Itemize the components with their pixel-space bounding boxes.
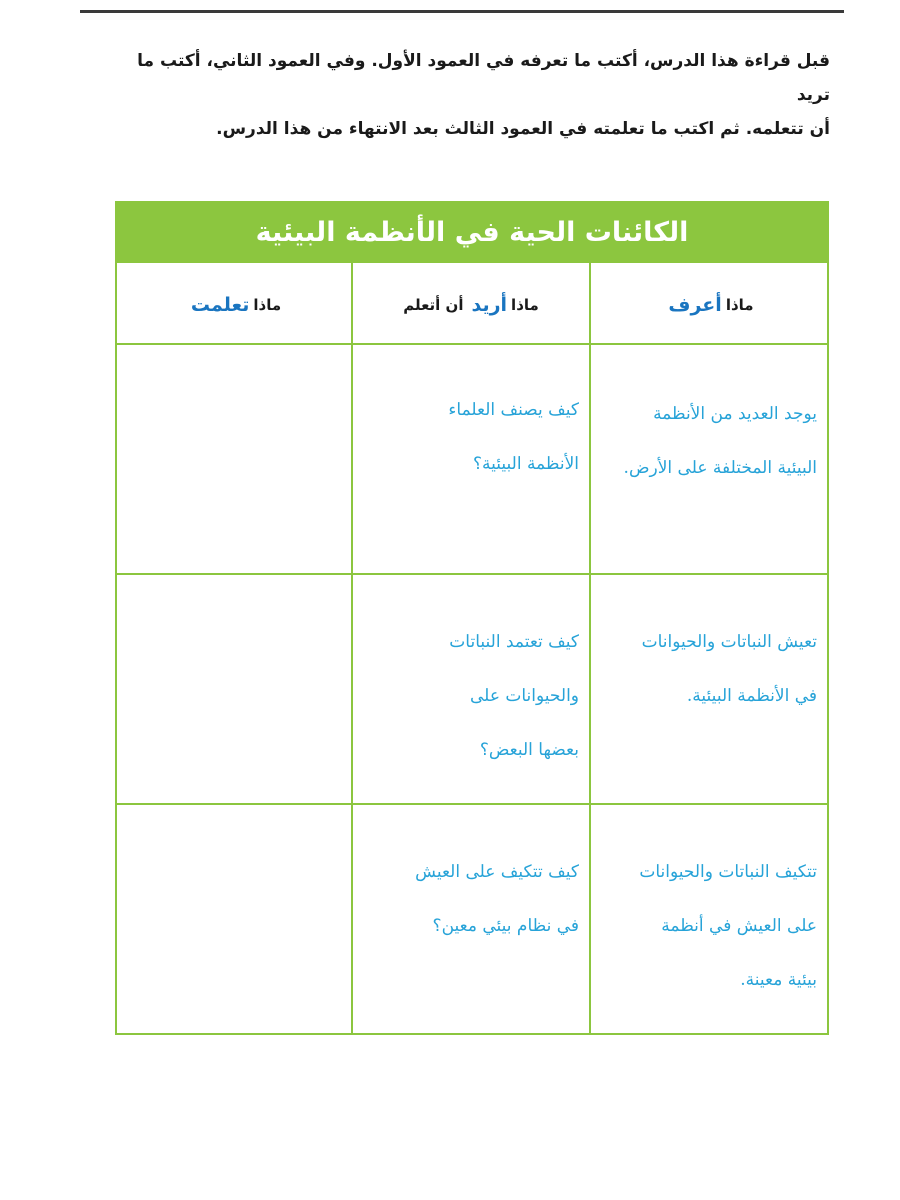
table-row (117, 343, 827, 573)
table-header-row (117, 261, 827, 343)
header-what-i-know (589, 263, 827, 343)
text-line: في نظام بيئي معين؟ (432, 916, 579, 936)
cell-learned[interactable] (117, 345, 351, 573)
table-title: الكائنات الحية في الأنظمة البيئية (117, 203, 827, 261)
header-learned-accent: تعلمت (190, 294, 250, 316)
text-line: في الأنظمة البيئية. (686, 686, 817, 706)
header-know-prefix: ماذا (725, 296, 754, 314)
text-line: كيف تتكيف على العيش (415, 862, 579, 882)
cell-want (351, 345, 589, 573)
cell-want-text (363, 383, 579, 491)
text-line: والحيوانات على (470, 686, 579, 706)
kwl-table (115, 201, 829, 1035)
cell-learned[interactable] (117, 575, 351, 803)
text-line: البيئية المختلفة على الأرض. (623, 458, 817, 478)
cell-know-text (601, 615, 817, 723)
header-want-accent: أريد (471, 294, 508, 316)
instructions-line-2: أن تتعلمه. ثم اكتب ما تعلمته في العمود الثالث بعد الانتهاء من هذا الدرس. (216, 119, 830, 139)
table-row (117, 803, 827, 1033)
table-row (117, 573, 827, 803)
header-know-accent: أعرف (668, 294, 722, 316)
text-line: كيف يصنف العلماء (448, 400, 579, 420)
cell-know-text (601, 845, 817, 1007)
instructions-line-1: قبل قراءة هذا الدرس، أكتب ما تعرفه في العمود الأول. وفي العمود الثاني، أكتب ما تريد (137, 51, 830, 105)
header-want-prefix: ماذا (511, 296, 539, 314)
cell-know (589, 345, 827, 573)
header-what-i-want (351, 263, 589, 343)
instructions-paragraph (110, 44, 830, 146)
text-line: تتكيف النباتات والحيوانات (639, 862, 817, 882)
text-line: على العيش في أنظمة (661, 916, 817, 936)
cell-want (351, 805, 589, 1033)
cell-learned[interactable] (117, 805, 351, 1033)
text-line: بيئية معينة. (740, 970, 817, 990)
cell-know (589, 805, 827, 1033)
cell-know-text (601, 387, 817, 495)
text-line: تعيش النباتات والحيوانات (641, 632, 817, 652)
text-line: كيف تعتمد النباتات (449, 632, 579, 652)
cell-want-text (363, 845, 579, 953)
cell-want (351, 575, 589, 803)
header-learned-prefix: ماذا (253, 296, 282, 314)
cell-know (589, 575, 827, 803)
cell-want-text (363, 615, 579, 777)
text-line: الأنظمة البيئية؟ (472, 454, 579, 474)
header-what-i-learned (117, 263, 351, 343)
top-rule (80, 10, 844, 13)
text-line: بعضها البعض؟ (479, 740, 579, 760)
text-line: يوجد العديد من الأنظمة (653, 404, 817, 424)
header-want-suffix: أن أتعلم (403, 296, 464, 314)
